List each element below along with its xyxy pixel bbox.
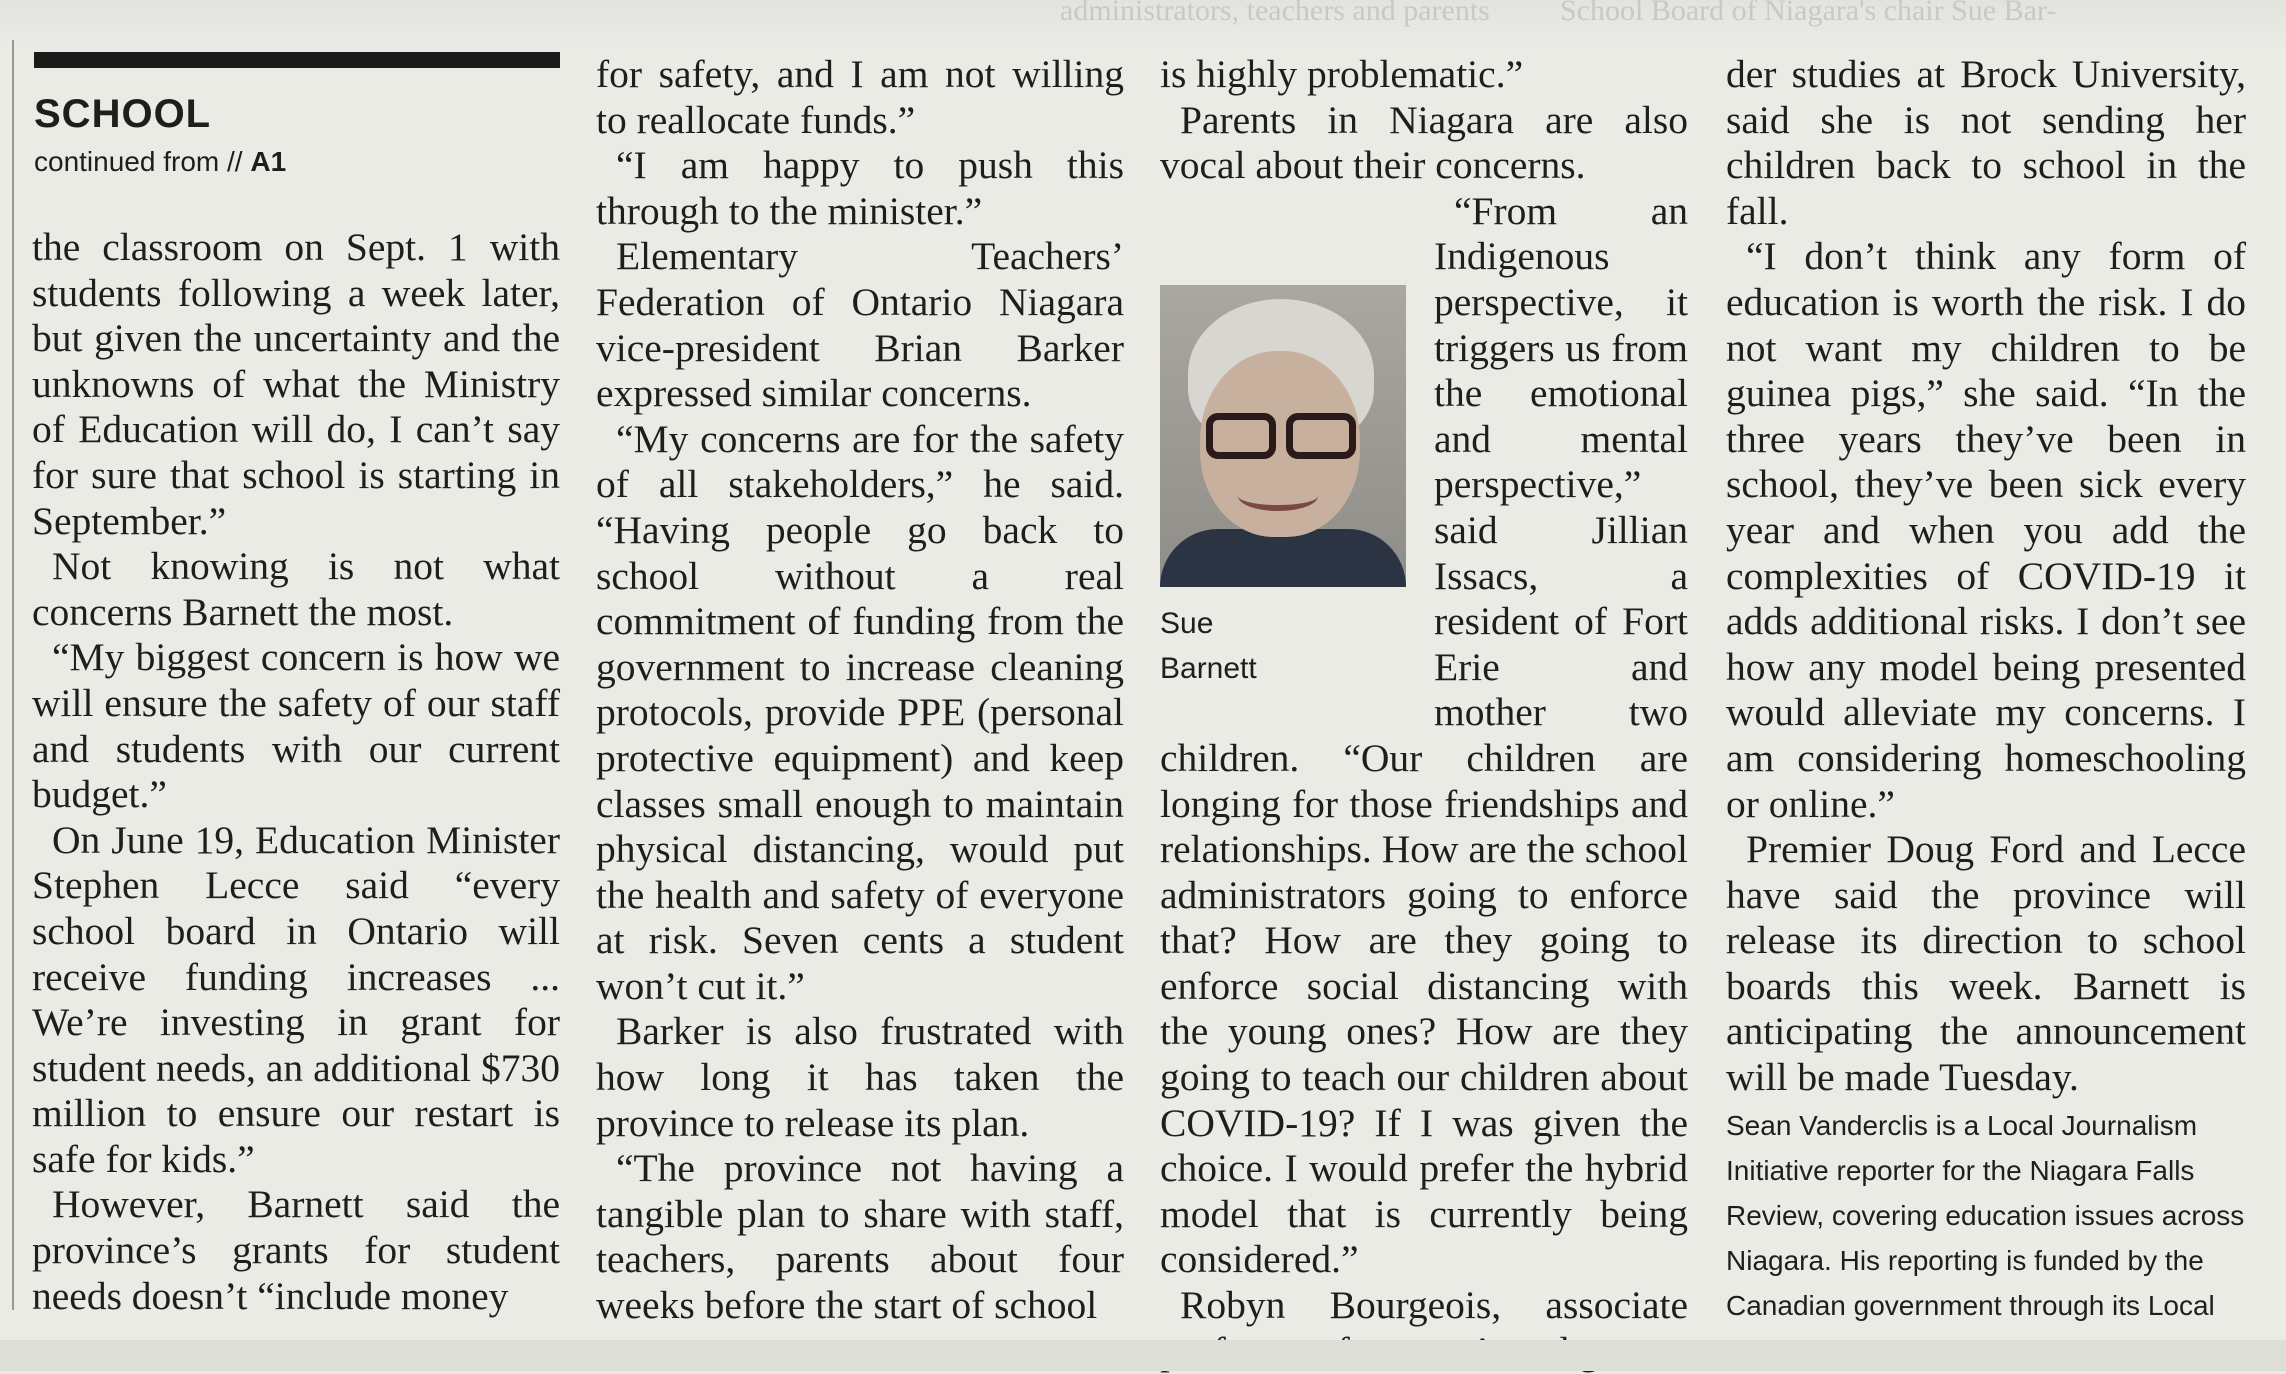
previous-page-bleed <box>0 0 2286 46</box>
caption-last-name: Barnett <box>1160 651 1257 685</box>
paragraph: “My concerns are for the safety of all stakeholders,” he said. “Having people go back to school without a real commitment of funding from the government to increase cleaning protocols, provide PPE (personal protective equipment) and keep classes small enough to maintain physical distancing, would put the health and safety of everyone at risk. Seven cents a student won’t cut it.” <box>596 416 1124 1008</box>
caption-first-name: Sue <box>1160 606 1214 640</box>
paragraph: On June 19, Education Minister Stephen Lecce said “every school board in Ontario will receive funding increases ... We’re investing in grant for student needs, an additional $730 million to ensure our restart is safe for kids.” <box>32 817 560 1181</box>
bleed-text: School Board of Niagara's chair Sue Bar- <box>1560 0 2057 27</box>
paragraph: der studies at Brock University, said she is not sending her children back to school in the fall. <box>1726 52 2246 233</box>
paragraph: Robyn Bourgeois, associate <box>1180 1283 1688 1328</box>
continued-prefix: continued from // <box>34 146 251 177</box>
bleed-text: administrators, teachers and parents <box>1060 0 1490 27</box>
paragraph: Premier Doug Ford and Lecce have said the province will release its direction to school boards this week. Barnett is anticipating the announcement will be made Tuesday. <box>1726 827 2246 1100</box>
continuation-header <box>34 52 560 182</box>
paragraph: Elementary Teachers’ Federation of Ontario Niagara vice-president Brian Barker expressed similar concerns. <box>596 234 1124 416</box>
headshot-figure <box>1160 285 1410 691</box>
section-slug: SCHOOL <box>34 92 212 136</box>
header-rule <box>34 52 560 68</box>
headshot-photo <box>1160 285 1406 587</box>
paragraph: “The province not having a tangible plan to share with staff, teachers, parents about four weeks before the start of school <box>596 1146 1124 1328</box>
author-bio: Sean Vanderclis is a Local Journalism Initiative reporter for the Niagara Falls Review, covering education issues across Niagara. His reporting is funded by the Canadian government through its Local <box>1726 1109 2245 1321</box>
article-column-1 <box>32 225 560 1319</box>
paragraph: Parents in Niagara are also vocal about their concerns. <box>1160 97 1688 188</box>
paragraph: “From an Indigenous perspective, it triggers us from the emotional and mental perspective,” said Jillian Issacs, a resident of Fort Erie and mother two children. “Our children are longing for those friendships and relationships. How are the school administrators going to enforce that? How are they going to enforce social distancing with the young ones? How are they going to teach our children about COVID-19? If I was given the choice. I would prefer the hybrid model that is currently being considered.” <box>1160 188 1688 1282</box>
margin-rule <box>12 40 14 1310</box>
photo-caption <box>1160 601 1410 691</box>
paragraph: “I don’t think any form of education is worth the risk. I do not want my children to be guinea pigs,” she said. “In the three years they’ve been in school, they’ve been sick every year and when you add the complexities of COVID-19 it adds additional risks. I don’t see how any model being presented would alleviate my concerns. I am considering homeschooling or online.” <box>1726 234 2246 826</box>
article-column-2 <box>596 52 1124 1329</box>
paragraph: “My biggest concern is how we will ensure the safety of our staff and students with our current budget.” <box>32 635 560 817</box>
continued-from-line <box>34 142 560 182</box>
paragraph: the classroom on Sept. 1 with students following a week later, but given the uncertainty and the unknowns of what the Ministry of Education will do, I can’t say for sure that school is starting in September.” <box>32 225 560 543</box>
page-bottom-edge <box>0 1340 2286 1371</box>
continued-page: A1 <box>250 146 287 177</box>
paragraph: “I am happy to push this through to the minister.” <box>596 143 1124 233</box>
article-column-4 <box>1726 52 2246 1373</box>
paragraph: for safety, and I am not willing to reallocate funds.” <box>596 52 1124 142</box>
article-column-3 <box>1160 52 1688 1374</box>
paragraph: is highly problematic.” <box>1160 52 1524 96</box>
paragraph: Barker is also frustrated with how long it has taken the province to release its plan. <box>596 1009 1124 1145</box>
paragraph: However, Barnett said the province’s grants for student needs doesn’t “include money <box>32 1182 560 1318</box>
paragraph: Not knowing is not what concerns Barnett the most. <box>32 544 560 634</box>
